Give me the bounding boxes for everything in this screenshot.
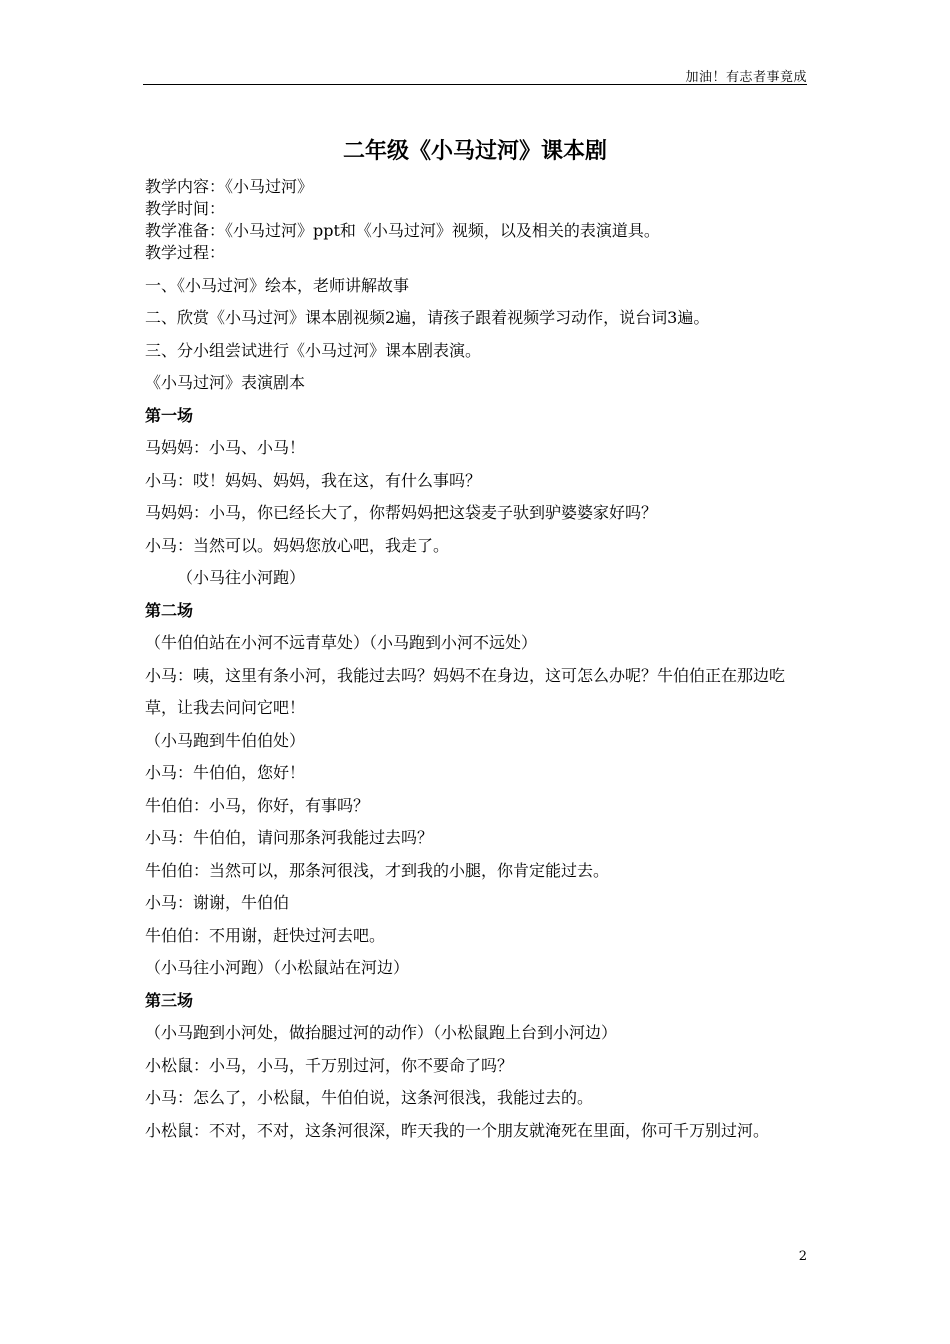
info-line: 教学内容：《小马过河》 [145, 177, 314, 196]
script-line: 牛伯伯：当然可以，那条河很浅，才到我的小腿，你肯定能过去。 [145, 860, 610, 880]
script-line: 牛伯伯：不用谢，赶快过河去吧。 [145, 925, 386, 945]
script-line: 牛伯伯：小马，你好，有事吗？ [145, 795, 370, 815]
script-line: 小马：谢谢，牛伯伯 [145, 893, 290, 912]
step-line: 一、《小马过河》绘本，老师讲解故事 [145, 275, 410, 295]
header-divider [143, 84, 807, 85]
script-line: 小马：牛伯伯，您好！ [145, 763, 306, 782]
info-line: 教学过程： [145, 243, 226, 262]
stage-direction: （小马跑到小河处，做抬腿过河的动作）（小松鼠跑上台到小河边） [145, 1023, 618, 1042]
scene-heading: 第二场 [145, 600, 194, 620]
lesson-steps [145, 275, 813, 1142]
step-line: 二、欣赏《小马过河》课本剧视频2遍，请孩子跟着视频学习动作，说台词3遍。 [145, 308, 710, 327]
script-line: 马妈妈：小马、小马！ [145, 438, 306, 457]
step-line: 三、分小组尝试进行《小马过河》课本剧表演。 [145, 340, 482, 360]
info-line: 教学准备：《小马过河》ppt和《小马过河》视频，以及相关的表演道具。 [145, 221, 660, 240]
script-line: 草，让我去问问它吧！ [145, 698, 306, 717]
document-body [145, 176, 813, 1152]
header-motto: 加油！有志者事竟成 [685, 70, 807, 85]
info-line: 教学时间： [145, 199, 226, 218]
stage-direction: （小马往小河跑）（小松鼠站在河边） [145, 958, 410, 977]
script-line: 小马：怎么了，小松鼠，牛伯伯说，这条河很浅，我能过去的。 [145, 1088, 594, 1107]
script-line: 小马：牛伯伯，请问那条河我能过去吗？ [145, 828, 434, 847]
script-line: 小松鼠：小马，小马，千万别过河，你不要命了吗？ [145, 1055, 514, 1075]
lesson-info [145, 176, 813, 264]
script-line: 马妈妈：小马，你已经长大了，你帮妈妈把这袋麦子驮到驴婆婆家好吗？ [145, 503, 658, 522]
scene-heading: 第三场 [145, 990, 194, 1010]
script-line: 小马：咦，这里有条小河，我能过去吗？妈妈不在身边，这可怎么办呢？牛伯伯正在那边吃 [145, 665, 786, 685]
script-line: 小马：当然可以。妈妈您放心吧，我走了。 [145, 535, 450, 555]
script-line: 小松鼠：不对，不对，这条河很深，昨天我的一个朋友就淹死在里面，你可千万别过河。 [145, 1120, 770, 1140]
script-line: 小马：哎！妈妈、妈妈，我在这，有什么事吗？ [145, 470, 482, 490]
script-title: 《小马过河》表演剧本 [145, 373, 306, 392]
stage-direction: （小马往小河跑） [177, 568, 306, 587]
stage-direction: （小马跑到牛伯伯处） [145, 730, 306, 750]
page-number: 2 [798, 1249, 807, 1264]
scene-heading: 第一场 [145, 405, 194, 425]
stage-direction: （牛伯伯站在小河不远青草处）（小马跑到小河不远处） [145, 633, 538, 652]
document-title: 二年级《小马过河》课本剧 [342, 139, 607, 164]
